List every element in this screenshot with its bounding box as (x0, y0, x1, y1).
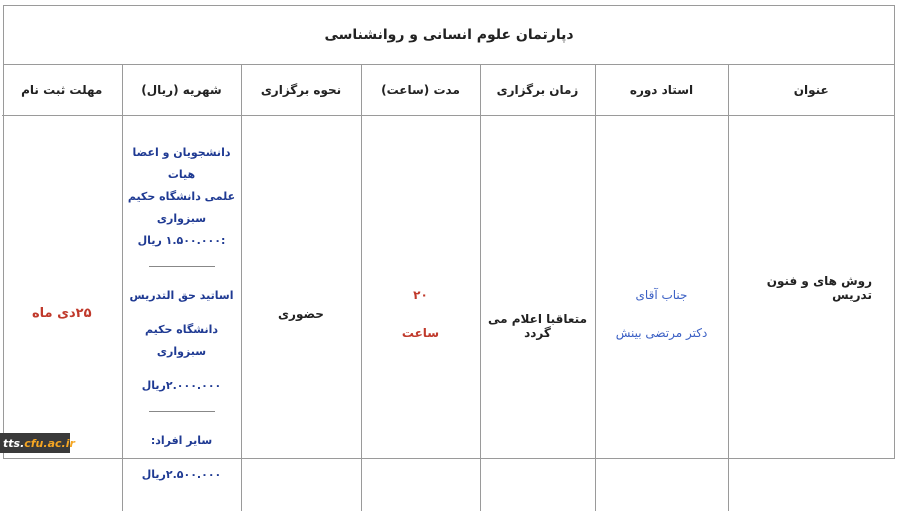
course-table-container (3, 5, 895, 459)
fee-others-line1: سایر افراد: (151, 430, 212, 452)
table-row (2, 116, 894, 511)
fee-divider (149, 266, 215, 267)
header-fee: شهریه (ریال) (122, 65, 241, 116)
fee-students-line2: علمی دانشگاه حکیم سبزواری (123, 186, 241, 230)
header-instructor: استاد دوره (595, 65, 728, 116)
fee-cell (122, 116, 241, 511)
watermark-domain: cfu.ac.ir (24, 437, 75, 450)
fee-block (123, 142, 241, 486)
header-row (2, 65, 894, 116)
instructor-cell (595, 116, 728, 511)
fee-adjunct-line2: دانشگاه حکیم سبزواری (123, 319, 241, 363)
fee-divider (149, 411, 215, 412)
fee-students-line3: :۱.۵۰۰.۰۰۰ ریال (138, 230, 226, 252)
schedule-cell: متعاقبا اعلام می گردد (480, 116, 595, 511)
header-mode: نحوه برگزاری (241, 65, 361, 116)
header-deadline: مهلت ثبت نام (2, 65, 122, 116)
fee-others-line2: ۲.۵۰۰.۰۰۰ریال (142, 464, 222, 486)
instructor-name: دکتر مرتضی بینش (596, 314, 728, 352)
fee-adjunct-line3: ۲.۰۰۰.۰۰۰ریال (142, 375, 222, 397)
watermark-prefix: tts. (3, 437, 24, 450)
site-watermark (0, 433, 70, 453)
course-table (2, 65, 894, 511)
duration-unit: ساعت (362, 314, 480, 352)
fee-students-line1: دانشجویان و اعضا هیات (123, 142, 241, 186)
header-title: عنوان (728, 65, 894, 116)
duration-cell (361, 116, 480, 511)
course-title-cell: روش های و فنون تدریس (728, 116, 894, 511)
instructor-honorific: جناب آقای (596, 276, 728, 314)
header-schedule: زمان برگزاری (480, 65, 595, 116)
duration-value: ۲۰ (362, 276, 480, 314)
deadline-cell: ۲۵دی ماه (2, 116, 122, 511)
fee-adjunct-line1: اساتید حق التدریس (130, 285, 234, 307)
mode-cell: حضوری (241, 116, 361, 511)
department-title: دپارتمان علوم انسانی و روانشناسی (4, 6, 894, 65)
header-duration: مدت (ساعت) (361, 65, 480, 116)
